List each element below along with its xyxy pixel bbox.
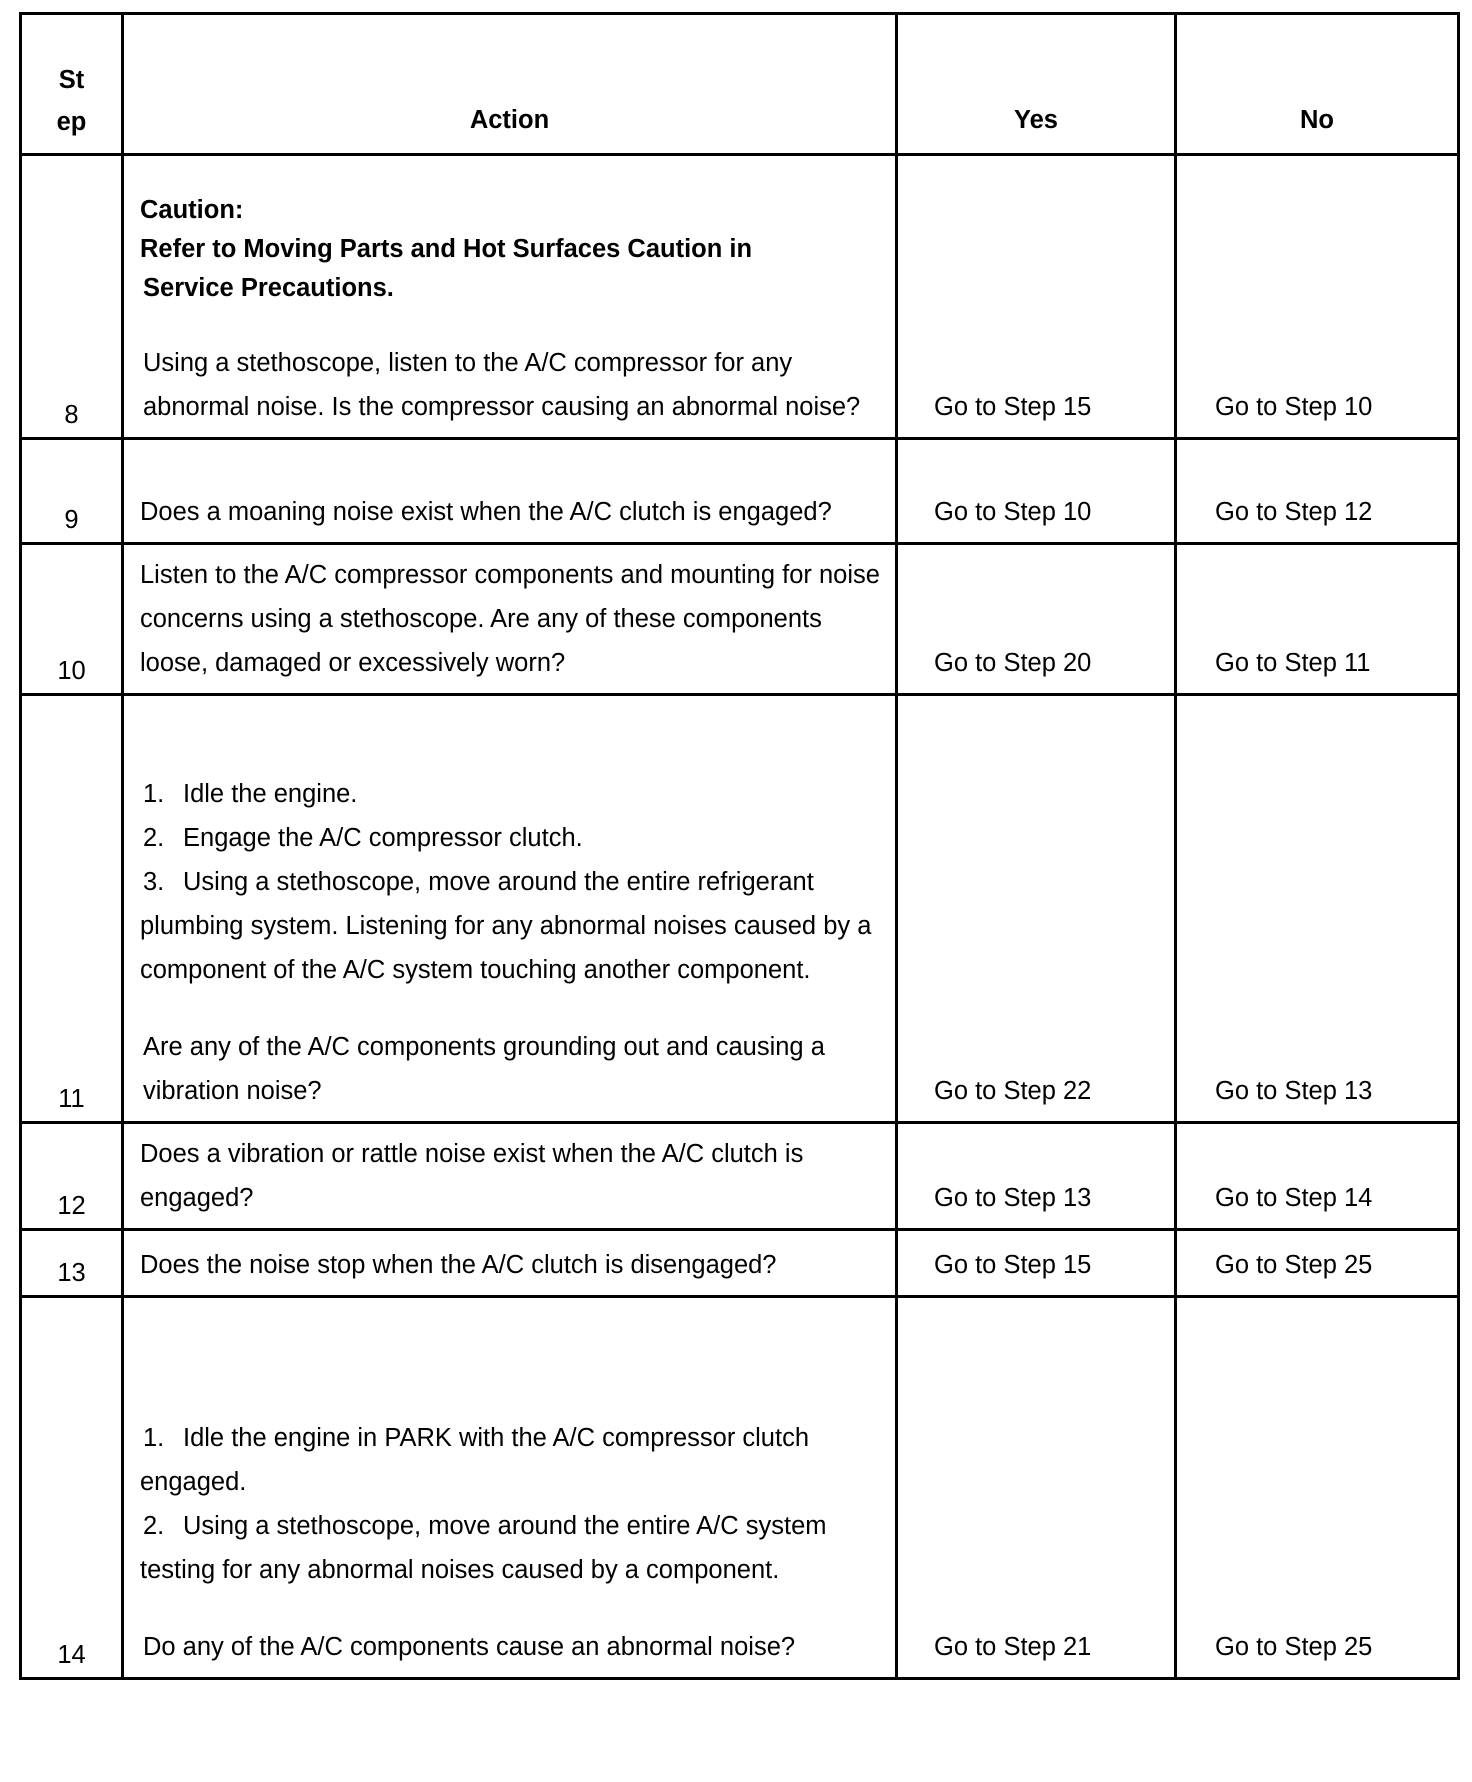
action-step-item: 3. Using a stethoscope, move around the entire refrigerant plumbing system. Listening for any abnormal noises caused by a component of the A/C system touching another component.: [140, 868, 872, 984]
action-text: Listen to the A/C compressor components and mounting for noise concerns using a stethoscope. Are any of these components loose, damaged or excessively worn?: [123, 544, 897, 695]
yes-link: Go to Step 15: [934, 393, 1092, 421]
header-action: Action: [123, 14, 897, 155]
step-number: 14: [21, 1297, 123, 1679]
no-link: Go to Step 10: [1215, 393, 1373, 421]
action-cell: [123, 695, 897, 1123]
header-step: St ep: [21, 14, 123, 155]
header-row: [21, 14, 1459, 155]
no-cell: [1176, 439, 1459, 544]
yes-link: Go to Step 10: [934, 498, 1092, 526]
yes-cell: [897, 544, 1176, 695]
table-row-step-14: [21, 1297, 1459, 1679]
action-cell: [123, 155, 897, 439]
action-step-item: 1. Idle the engine.: [143, 780, 358, 808]
yes-link: Go to Step 21: [934, 1633, 1092, 1661]
step-number: 8: [21, 155, 123, 439]
yes-link: Go to Step 15: [934, 1251, 1092, 1279]
action-text: Does a vibration or rattle noise exist when the A/C clutch is engaged?: [123, 1123, 897, 1230]
no-cell: [1176, 1230, 1459, 1297]
yes-cell: [897, 439, 1176, 544]
action-question: Do any of the A/C components cause an abnormal noise?: [143, 1633, 796, 1661]
header-yes: Yes: [897, 14, 1176, 155]
no-cell: [1176, 155, 1459, 439]
table-row-step-12: [21, 1123, 1459, 1230]
no-cell: [1176, 544, 1459, 695]
step-number: 13: [21, 1230, 123, 1297]
action-cell: [123, 1297, 897, 1679]
table-row-step-10: [21, 544, 1459, 695]
caution-text-2: Service Precautions.: [143, 274, 394, 302]
no-cell: [1176, 1297, 1459, 1679]
no-cell: [1176, 1123, 1459, 1230]
action-step-item: 2. Using a stethoscope, move around the entire A/C system testing for any abnormal noises caused by a component.: [140, 1512, 827, 1584]
no-link: Go to Step 25: [1215, 1633, 1373, 1661]
no-link: Go to Step 25: [1215, 1251, 1373, 1279]
action-text: Does the noise stop when the A/C clutch is disengaged?: [123, 1230, 897, 1297]
no-link: Go to Step 13: [1215, 1077, 1373, 1105]
action-question: Are any of the A/C components grounding out and causing a vibration noise?: [143, 1033, 825, 1105]
table-row-step-8: [21, 155, 1459, 439]
header-no: No: [1176, 14, 1459, 155]
yes-cell: [897, 1230, 1176, 1297]
table-row-step-11: [21, 695, 1459, 1123]
yes-link: Go to Step 13: [934, 1184, 1092, 1212]
no-cell: [1176, 695, 1459, 1123]
step-number: 12: [21, 1123, 123, 1230]
action-text: Using a stethoscope, listen to the A/C compressor for any abnormal noise. Is the compressor causing an abnormal noise?: [143, 349, 861, 421]
yes-cell: [897, 1297, 1176, 1679]
action-step-item: 2. Engage the A/C compressor clutch.: [143, 824, 583, 852]
yes-link: Go to Step 22: [934, 1077, 1092, 1105]
yes-link: Go to Step 20: [934, 649, 1092, 677]
no-link: Go to Step 14: [1215, 1184, 1373, 1212]
step-number: 11: [21, 695, 123, 1123]
no-link: Go to Step 11: [1215, 649, 1371, 677]
yes-cell: [897, 155, 1176, 439]
step-number: 10: [21, 544, 123, 695]
yes-cell: [897, 1123, 1176, 1230]
action-step-item: 1. Idle the engine in PARK with the A/C compressor clutch engaged.: [140, 1424, 810, 1496]
table-row-step-9: [21, 439, 1459, 544]
table-row-step-13: [21, 1230, 1459, 1297]
step-number: 9: [21, 439, 123, 544]
caution-text-1: Refer to Moving Parts and Hot Surfaces Caution in: [140, 235, 753, 263]
diagnostic-table: [19, 12, 1460, 1680]
yes-cell: [897, 695, 1176, 1123]
no-link: Go to Step 12: [1215, 498, 1373, 526]
caution-note: [140, 191, 883, 308]
caution-title: Caution:: [140, 196, 244, 224]
action-text: Does a moaning noise exist when the A/C clutch is engaged?: [123, 439, 897, 544]
